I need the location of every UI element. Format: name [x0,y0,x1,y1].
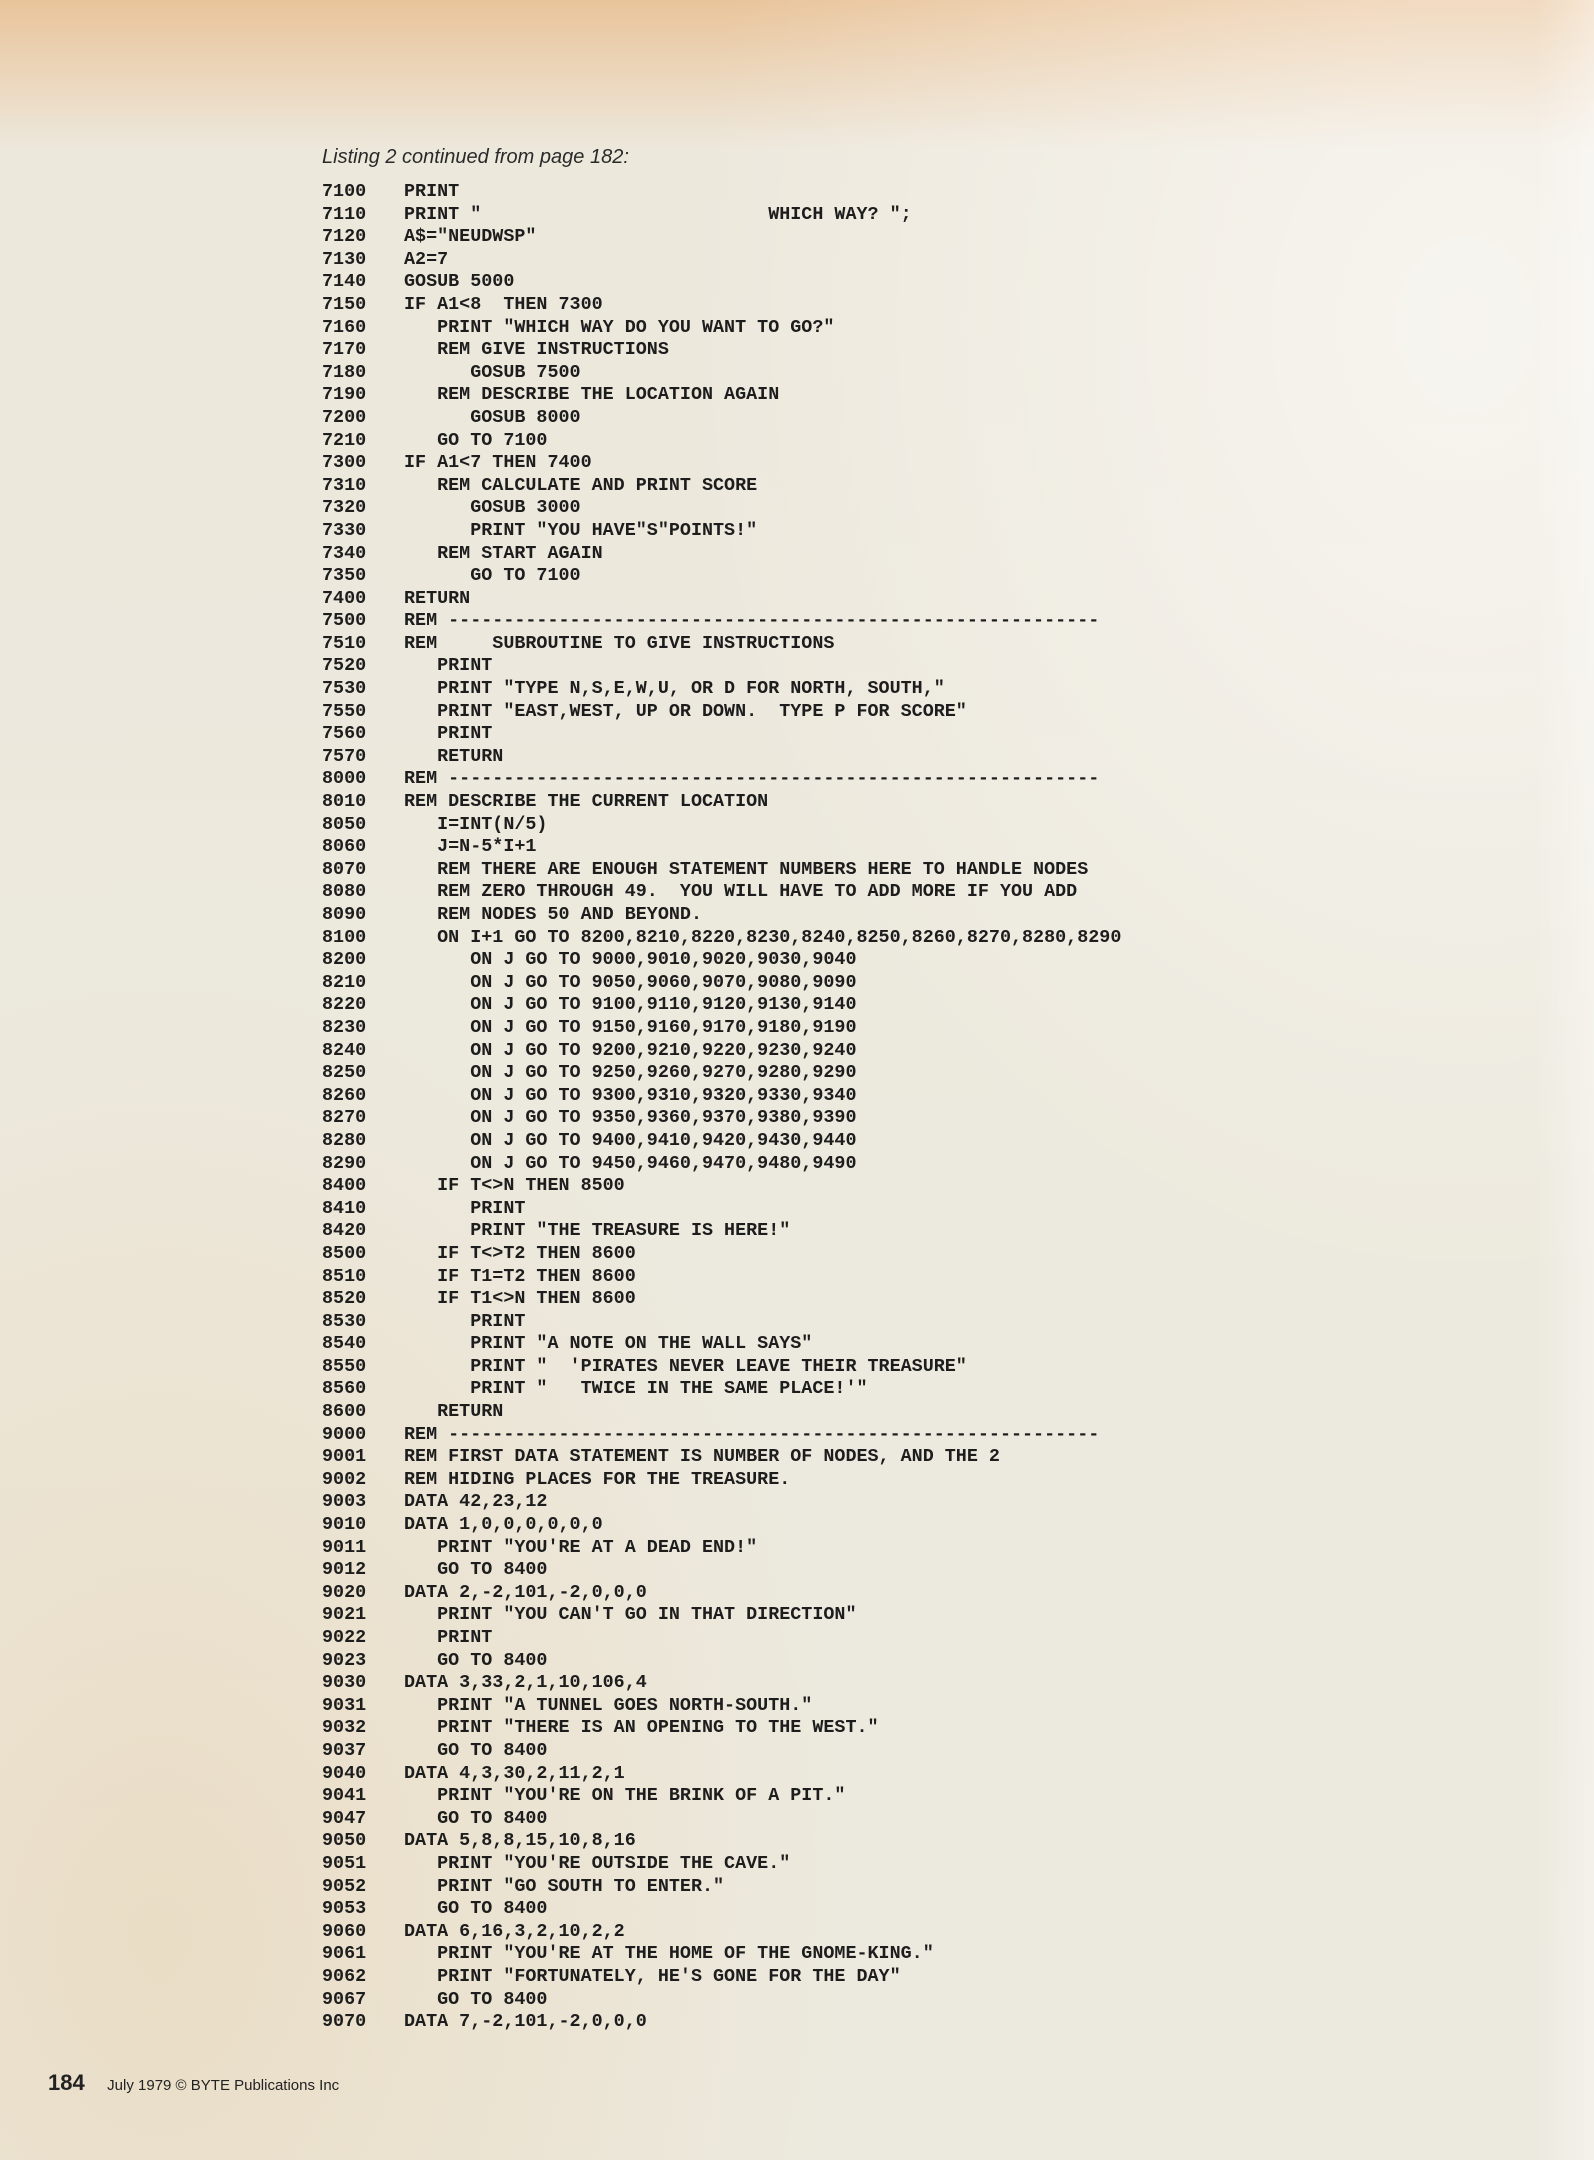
listing-caption: Listing 2 continued from page 182: [322,146,629,168]
code-text: DATA 42,23,12 [404,1491,548,1513]
code-text: GO TO 7100 [404,429,548,451]
line-number: 9032 [322,1717,367,1739]
code-line [322,655,1562,678]
code-line [322,972,1562,995]
line-number: 9023 [322,1649,367,1671]
code-text: IF T<>T2 THEN 8600 [404,1242,636,1264]
line-number: 9070 [322,2011,367,2033]
line-number: 8070 [322,858,367,880]
line-number: 7330 [322,519,367,541]
line-number: 9050 [322,1830,367,1852]
code-line [322,407,1562,430]
code-line [322,1243,1562,1266]
line-number: 8080 [322,881,367,903]
line-number: 9021 [322,1604,367,1626]
code-line [322,1785,1562,1808]
line-number: 9012 [322,1559,367,1581]
line-number: 8550 [322,1355,367,1377]
code-text: REM GIVE INSTRUCTIONS [404,339,669,361]
code-text: IF A1<8 THEN 7300 [404,293,603,315]
code-text: ON J GO TO 9400,9410,9420,9430,9440 [404,1129,857,1151]
code-line [322,768,1562,791]
line-number: 9047 [322,1807,367,1829]
code-text: J=N-5*I+1 [404,836,537,858]
code-line [322,1378,1562,1401]
code-line [322,1491,1562,1514]
line-number: 8090 [322,904,367,925]
line-number: 7150 [322,293,367,315]
line-number: 8270 [322,1107,367,1129]
code-line [322,362,1562,385]
code-text: PRINT [404,655,493,677]
code-text: PRINT [404,1627,493,1648]
code-line [322,1107,1562,1130]
code-text: RETURN [404,745,504,767]
line-number: 8540 [322,1333,367,1355]
code-text: DATA 6,16,3,2,10,2,2 [404,1920,625,1942]
code-text: PRINT "YOU'RE ON THE BRINK OF A PIT." [404,1785,846,1807]
line-number: 8100 [322,926,367,948]
line-number: 9022 [322,1627,367,1648]
line-number: 9052 [322,1875,367,1897]
code-text: PRINT "A NOTE ON THE WALL SAYS" [404,1333,813,1355]
line-number: 8230 [322,1016,367,1038]
line-number: 7120 [322,226,367,248]
code-line [322,610,1562,633]
code-line [322,881,1562,904]
line-number: 8520 [322,1288,367,1310]
code-line [322,588,1562,611]
code-line [322,1266,1562,1289]
code-line [322,452,1562,475]
code-text: GOSUB 3000 [404,497,581,519]
code-line [322,1943,1562,1966]
code-text: PRINT "THE TREASURE IS HERE!" [404,1220,791,1242]
code-line [322,294,1562,317]
code-line [322,1017,1562,1040]
code-line [322,1989,1562,2012]
code-line [322,1650,1562,1673]
code-line [322,904,1562,927]
code-text: PRINT "YOU'RE OUTSIDE THE CAVE." [404,1852,791,1874]
code-text: REM DESCRIBE THE LOCATION AGAIN [404,384,780,406]
code-text: GO TO 7100 [404,565,581,587]
code-line [322,1401,1562,1424]
code-line [322,384,1562,407]
code-text: ON J GO TO 9250,9260,9270,9280,9290 [404,1062,857,1084]
line-number: 9011 [322,1536,367,1558]
code-line [322,1559,1562,1582]
code-line [322,1175,1562,1198]
line-number: 7510 [322,632,367,654]
code-text: GO TO 8400 [404,1559,548,1581]
code-text: PRINT [404,723,493,745]
line-number: 8530 [322,1310,367,1332]
code-text: ON J GO TO 9350,9360,9370,9380,9390 [404,1107,857,1129]
line-number: 7400 [322,587,367,609]
code-text: PRINT "YOU CAN'T GO IN THAT DIRECTION" [404,1604,857,1626]
code-text: GO TO 8400 [404,1649,548,1671]
line-number: 8600 [322,1401,367,1423]
code-text: ON J GO TO 9050,9060,9070,9080,9090 [404,971,857,993]
code-line [322,1830,1562,1853]
line-number: 9003 [322,1491,367,1513]
code-line [322,497,1562,520]
code-line [322,1311,1562,1334]
code-line [322,1288,1562,1311]
code-line [322,1921,1562,1944]
line-number: 7320 [322,497,367,519]
line-number: 9031 [322,1694,367,1716]
line-number: 7100 [322,181,367,202]
code-text: PRINT "A TUNNEL GOES NORTH-SOUTH." [404,1694,813,1716]
code-line [322,1153,1562,1176]
code-text: PRINT [404,181,460,202]
code-line [322,746,1562,769]
line-number: 7340 [322,542,367,564]
code-line [322,814,1562,837]
code-line [322,1424,1562,1447]
code-text: REM ----------------------------------------------------------- [404,768,1100,790]
line-number: 8410 [322,1197,367,1219]
line-number: 8260 [322,1084,367,1106]
line-number: 7130 [322,248,367,270]
code-text: GO TO 8400 [404,1739,548,1761]
code-line [322,1198,1562,1221]
line-number: 9000 [322,1423,367,1445]
code-text: PRINT "GO SOUTH TO ENTER." [404,1875,725,1897]
code-line [322,1537,1562,1560]
code-text: ON J GO TO 9000,9010,9020,9030,9040 [404,949,857,971]
code-text: PRINT "FORTUNATELY, HE'S GONE FOR THE DAY" [404,1965,901,1987]
code-line [322,859,1562,882]
code-line [322,339,1562,362]
code-line [322,1717,1562,1740]
code-line [322,723,1562,746]
code-line [322,181,1562,204]
code-text: REM ZERO THROUGH 49. YOU WILL HAVE TO ADD MORE IF YOU ADD [404,881,1078,903]
line-number: 8200 [322,949,367,971]
code-text: ON J GO TO 9100,9110,9120,9130,9140 [404,994,857,1016]
line-number: 9062 [322,1965,367,1987]
code-text: RETURN [404,587,471,609]
line-number: 9001 [322,1446,367,1468]
line-number: 8240 [322,1039,367,1061]
code-line [322,927,1562,950]
line-number: 9067 [322,1988,367,2010]
line-number: 7530 [322,678,367,700]
code-text: DATA 4,3,30,2,11,2,1 [404,1762,625,1784]
code-line [322,1333,1562,1356]
line-number: 8290 [322,1152,367,1174]
page-footer [48,2070,339,2096]
code-text: REM ----------------------------------------------------------- [404,1423,1100,1445]
code-text: ON I+1 GO TO 8200,8210,8220,8230,8240,8250,8260,8270,8280,8290 [404,926,1122,948]
code-text: REM HIDING PLACES FOR THE TREASURE. [404,1468,791,1490]
code-text: PRINT "TYPE N,S,E,W,U, OR D FOR NORTH, SOUTH," [404,678,945,700]
line-number: 7140 [322,271,367,293]
line-number: 8500 [322,1242,367,1264]
line-number: 9002 [322,1468,367,1490]
code-text: DATA 7,-2,101,-2,0,0,0 [404,2011,647,2033]
code-line [322,1898,1562,1921]
code-text: GOSUB 7500 [404,361,581,383]
code-text: IF T<>N THEN 8500 [404,1175,625,1197]
code-text: REM FIRST DATA STATEMENT IS NUMBER OF NODES, AND THE 2 [404,1446,1000,1468]
code-text: A$="NEUDWSP" [404,226,537,248]
code-text: PRINT " 'PIRATES NEVER LEAVE THEIR TREASURE" [404,1355,967,1377]
line-number: 8210 [322,971,367,993]
code-line [322,520,1562,543]
code-text: GOSUB 5000 [404,271,515,293]
code-line [322,1740,1562,1763]
line-number: 9060 [322,1920,367,1942]
code-text: A2=7 [404,248,449,270]
code-text: GOSUB 8000 [404,406,581,428]
code-line [322,678,1562,701]
code-line [322,701,1562,724]
code-line [322,836,1562,859]
code-line [322,1966,1562,1989]
line-number: 9061 [322,1943,367,1965]
code-line [322,1627,1562,1650]
code-line [322,994,1562,1017]
code-text: IF A1<7 THEN 7400 [404,452,592,474]
code-listing [322,181,1562,2034]
code-line [322,1220,1562,1243]
code-line [322,271,1562,294]
page-number: 184 [48,2070,85,2095]
code-text: REM NODES 50 AND BEYOND. [404,904,702,925]
code-line [322,1695,1562,1718]
code-line [322,1876,1562,1899]
code-text: IF T1=T2 THEN 8600 [404,1265,636,1287]
code-line [322,1040,1562,1063]
code-text: PRINT "YOU'RE AT A DEAD END!" [404,1536,758,1558]
code-line [322,1808,1562,1831]
code-text: ON J GO TO 9300,9310,9320,9330,9340 [404,1084,857,1106]
code-text: PRINT "YOU'RE AT THE HOME OF THE GNOME-KING." [404,1943,934,1965]
code-text: REM SUBROUTINE TO GIVE INSTRUCTIONS [404,632,835,654]
line-number: 9051 [322,1852,367,1874]
line-number: 7180 [322,361,367,383]
publication-credit: July 1979 © BYTE Publications Inc [107,2077,340,2094]
line-number: 7170 [322,339,367,361]
line-number: 7300 [322,452,367,474]
line-number: 8400 [322,1175,367,1197]
line-number: 7520 [322,655,367,677]
line-number: 7500 [322,610,367,632]
line-number: 7310 [322,474,367,496]
line-number: 7210 [322,429,367,451]
code-line [322,565,1562,588]
code-text: PRINT "YOU HAVE"S"POINTS!" [404,519,758,541]
code-text: PRINT " WHICH WAY? "; [404,203,912,225]
code-line [322,1130,1562,1153]
code-text: GO TO 8400 [404,1898,548,1920]
line-number: 8050 [322,813,367,835]
code-line [322,1356,1562,1379]
line-number: 9010 [322,1514,367,1536]
code-line [322,633,1562,656]
code-text: DATA 3,33,2,1,10,106,4 [404,1672,647,1694]
code-text: PRINT [404,1310,526,1332]
code-text: RETURN [404,1401,504,1423]
code-text: GO TO 8400 [404,1807,548,1829]
code-line [322,2011,1562,2034]
line-number: 9053 [322,1898,367,1920]
code-text: PRINT "THERE IS AN OPENING TO THE WEST." [404,1717,879,1739]
code-text: REM THERE ARE ENOUGH STATEMENT NUMBERS HERE TO HANDLE NODES [404,858,1089,880]
line-number: 8510 [322,1265,367,1287]
code-text: REM START AGAIN [404,542,603,564]
line-number: 8250 [322,1062,367,1084]
line-number: 7110 [322,203,367,225]
code-line [322,949,1562,972]
code-text: REM DESCRIBE THE CURRENT LOCATION [404,791,769,813]
code-text: REM CALCULATE AND PRINT SCORE [404,474,758,496]
line-number: 7550 [322,700,367,722]
code-line [322,1582,1562,1605]
line-number: 8220 [322,994,367,1016]
code-line [322,543,1562,566]
line-number: 9040 [322,1762,367,1784]
line-number: 8000 [322,768,367,790]
line-number: 8060 [322,836,367,858]
code-text: GO TO 8400 [404,1988,548,2010]
line-number: 8010 [322,791,367,813]
code-line [322,1062,1562,1085]
code-line [322,430,1562,453]
line-number: 7350 [322,565,367,587]
code-text: DATA 1,0,0,0,0,0,0 [404,1514,603,1536]
code-line [322,475,1562,498]
line-number: 7200 [322,406,367,428]
code-line [322,1763,1562,1786]
line-number: 9020 [322,1581,367,1603]
code-text: PRINT "WHICH WAY DO YOU WANT TO GO?" [404,316,835,338]
code-line [322,1446,1562,1469]
line-number: 8420 [322,1220,367,1242]
code-line [322,1085,1562,1108]
code-line [322,204,1562,227]
code-line [322,1469,1562,1492]
line-number: 8280 [322,1129,367,1151]
code-text: I=INT(N/5) [404,813,548,835]
code-line [322,317,1562,340]
line-number: 9030 [322,1672,367,1694]
code-text: ON J GO TO 9200,9210,9220,9230,9240 [404,1039,857,1061]
code-text: REM ----------------------------------------------------------- [404,610,1100,632]
code-text: PRINT [404,1197,526,1219]
code-line [322,1853,1562,1876]
line-number: 9037 [322,1739,367,1761]
code-text: ON J GO TO 9150,9160,9170,9180,9190 [404,1016,857,1038]
line-number: 7570 [322,745,367,767]
line-number: 7560 [322,723,367,745]
code-line [322,791,1562,814]
code-text: PRINT " TWICE IN THE SAME PLACE!'" [404,1378,868,1400]
code-text: IF T1<>N THEN 8600 [404,1288,636,1310]
code-text: ON J GO TO 9450,9460,9470,9480,9490 [404,1152,857,1174]
line-number: 8560 [322,1378,367,1400]
code-line [322,1604,1562,1627]
line-number: 7160 [322,316,367,338]
line-number: 9041 [322,1785,367,1807]
line-number: 7190 [322,384,367,406]
code-line [322,1514,1562,1537]
code-text: PRINT "EAST,WEST, UP OR DOWN. TYPE P FOR SCORE" [404,700,967,722]
code-text: DATA 5,8,8,15,10,8,16 [404,1830,636,1852]
code-line [322,1672,1562,1695]
code-line [322,226,1562,249]
code-line [322,249,1562,272]
code-text: DATA 2,-2,101,-2,0,0,0 [404,1581,647,1603]
